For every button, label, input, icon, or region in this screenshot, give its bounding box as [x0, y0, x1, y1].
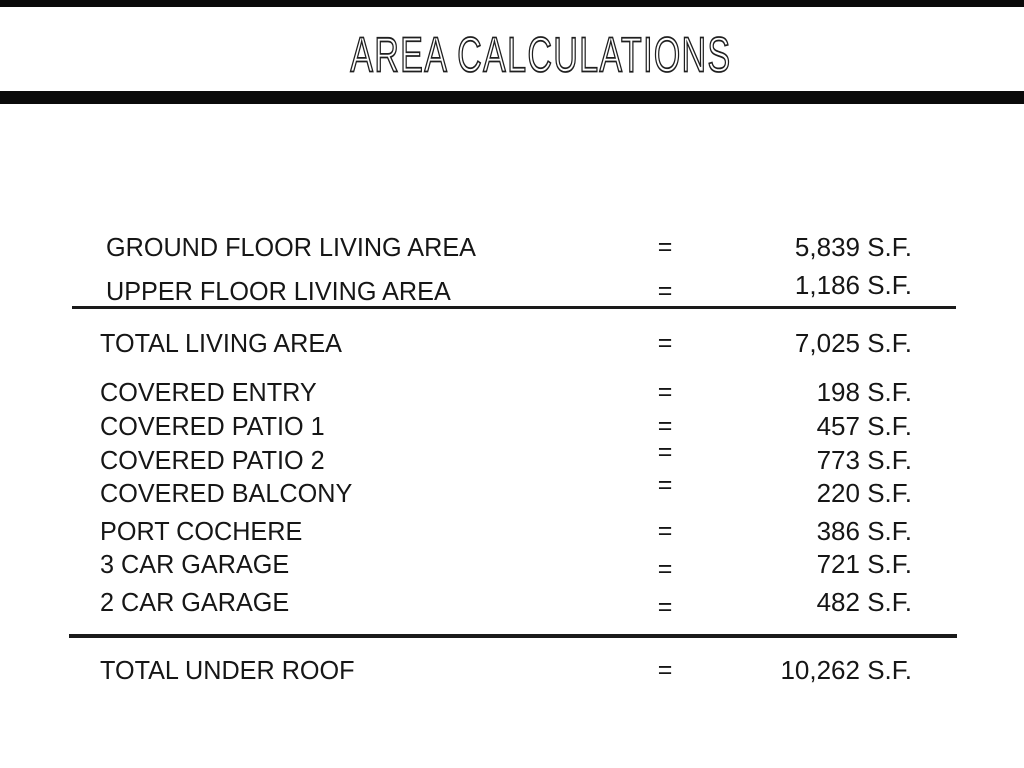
table-row	[0, 656, 1024, 684]
equals-sign: =	[657, 277, 673, 305]
row-value: 220 S.F.	[816, 478, 912, 508]
table-row	[0, 329, 1024, 357]
row-value: 721 S.F.	[816, 549, 912, 579]
row-label: UPPER FLOOR LIVING AREA	[106, 276, 451, 306]
table-row	[0, 587, 1024, 621]
equals-sign: =	[657, 471, 673, 499]
row-label: 2 CAR GARAGE	[100, 587, 290, 617]
row-value: 7,025 S.F.	[794, 328, 912, 358]
table-row	[0, 233, 1024, 261]
row-label: 3 CAR GARAGE	[100, 549, 290, 579]
table-row	[0, 412, 1024, 440]
row-label: TOTAL LIVING AREA	[100, 328, 343, 358]
row-value: 1,186 S.F.	[794, 270, 912, 300]
row-label: PORT COCHERE	[100, 516, 303, 546]
equals-sign: =	[657, 412, 673, 440]
equals-sign: =	[657, 656, 673, 684]
equals-sign: =	[657, 555, 673, 583]
page-title: AREA CALCULATIONS	[350, 26, 732, 83]
equals-sign: =	[657, 378, 673, 406]
row-label: COVERED BALCONY	[100, 478, 353, 508]
row-value: 386 S.F.	[816, 516, 912, 546]
row-label: COVERED PATIO 1	[100, 411, 325, 441]
row-label: COVERED PATIO 2	[100, 445, 325, 475]
row-value: 5,839 S.F.	[794, 232, 912, 262]
equals-sign: =	[657, 517, 673, 545]
table-row	[0, 549, 1024, 583]
table-row	[0, 471, 1024, 508]
row-value: 198 S.F.	[816, 377, 912, 407]
subtotal-rule	[72, 306, 956, 309]
table-row	[0, 378, 1024, 406]
row-value: 10,262 S.F.	[780, 655, 912, 685]
equals-sign: =	[657, 438, 673, 466]
row-value: 457 S.F.	[816, 411, 912, 441]
total-rule	[69, 634, 957, 638]
table-row	[0, 270, 1024, 306]
row-label: COVERED ENTRY	[100, 377, 317, 407]
title-separator-bar	[0, 91, 1024, 104]
row-label: TOTAL UNDER ROOF	[100, 655, 355, 685]
equals-sign: =	[657, 593, 673, 621]
table-row	[0, 438, 1024, 475]
equals-sign: =	[657, 329, 673, 357]
equals-sign: =	[657, 233, 673, 261]
table-row	[0, 517, 1024, 545]
row-value: 773 S.F.	[816, 445, 912, 475]
row-label: GROUND FLOOR LIVING AREA	[106, 232, 476, 262]
row-value: 482 S.F.	[816, 587, 912, 617]
top-border-bar	[0, 0, 1024, 7]
